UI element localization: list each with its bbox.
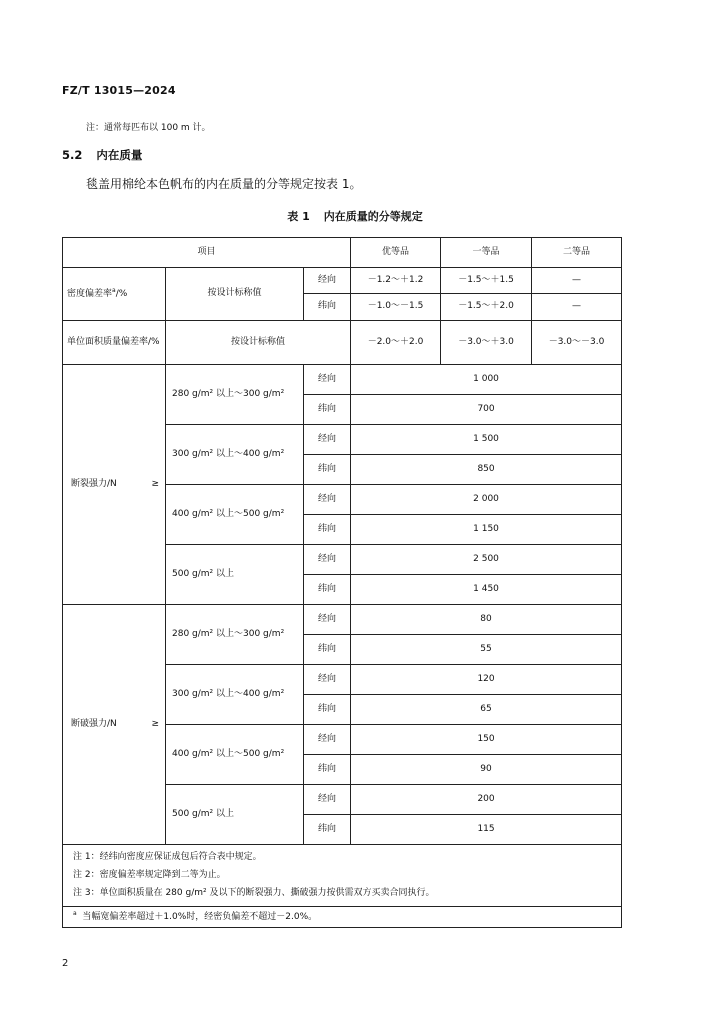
tearing-dir: 经向 — [304, 785, 351, 815]
footnote-mark: a — [112, 287, 116, 295]
density-basis: 按设计标称值 — [166, 268, 304, 321]
breaking-value: 1 450 — [351, 575, 622, 605]
breaking-label: 断裂强力/N — [71, 478, 117, 489]
tearing-value: 120 — [351, 665, 622, 695]
tearing-value: 115 — [351, 815, 622, 845]
mass-basis: 按设计标称值 — [166, 321, 351, 365]
footnote-mark: a — [73, 910, 77, 918]
breaking-value: 1 000 — [351, 365, 622, 395]
mass-label: 单位面积质量偏差率/% — [63, 321, 166, 365]
breaking-dir: 纬向 — [304, 455, 351, 485]
tearing-dir: 纬向 — [304, 755, 351, 785]
section-number: 5.2 — [62, 148, 83, 162]
head-grade-2: 一等品 — [441, 238, 532, 268]
density-warp-g1: －1.2～＋1.2 — [351, 268, 441, 294]
tearing-range-4: 500 g/m² 以上 — [166, 785, 304, 845]
ge-sign: ≥ — [151, 478, 159, 489]
breaking-range-3: 400 g/m² 以上～500 g/m² — [166, 485, 304, 545]
density-weft-dir: 纬向 — [304, 294, 351, 321]
mass-g2: －3.0～＋3.0 — [441, 321, 532, 365]
head-item: 项目 — [63, 238, 351, 268]
tearing-dir: 纬向 — [304, 695, 351, 725]
table-number: 表 1 — [287, 210, 310, 223]
mass-g1: －2.0～＋2.0 — [351, 321, 441, 365]
mass-g3: －3.0～－3.0 — [532, 321, 622, 365]
page-number: 2 — [62, 958, 69, 969]
section-title: 内在质量 — [96, 148, 143, 162]
tearing-value: 65 — [351, 695, 622, 725]
breaking-range-4: 500 g/m² 以上 — [166, 545, 304, 605]
density-warp-g3: — — [532, 268, 622, 294]
note-2: 注 2：密度偏差率规定降到二等为止。 — [73, 870, 226, 880]
breaking-value: 1 500 — [351, 425, 622, 455]
note-1: 注 1：经纬向密度应保证成包后符合表中规定。 — [73, 852, 262, 862]
breaking-dir: 经向 — [304, 545, 351, 575]
tearing-range-1: 280 g/m² 以上～300 g/m² — [166, 605, 304, 665]
density-weft-g3: — — [532, 294, 622, 321]
tearing-value: 200 — [351, 785, 622, 815]
tearing-label-cell — [63, 605, 166, 845]
breaking-value: 850 — [351, 455, 622, 485]
top-note: 注：通常每匹布以 100 m 计。 — [86, 123, 211, 133]
tearing-value: 80 — [351, 605, 622, 635]
density-weft-g1: －1.0～－1.5 — [351, 294, 441, 321]
body-paragraph: 毯盖用棉纶本色帆布的内在质量的分等规定按表 1。 — [86, 177, 362, 191]
breaking-range-1: 280 g/m² 以上～300 g/m² — [166, 365, 304, 425]
breaking-value: 1 150 — [351, 515, 622, 545]
tearing-value: 55 — [351, 635, 622, 665]
density-warp-dir: 经向 — [304, 268, 351, 294]
quality-table — [62, 237, 622, 928]
table-notes — [63, 845, 622, 907]
tearing-dir: 纬向 — [304, 635, 351, 665]
density-warp-g2: －1.5～＋1.5 — [441, 268, 532, 294]
density-label: 密度偏差率$^a$/% — [63, 268, 166, 321]
tearing-dir: 经向 — [304, 665, 351, 695]
tearing-range-3: 400 g/m² 以上～500 g/m² — [166, 725, 304, 785]
breaking-dir: 经向 — [304, 365, 351, 395]
tearing-dir: 纬向 — [304, 815, 351, 845]
standard-code: FZ/T 13015—2024 — [62, 84, 176, 97]
breaking-dir: 纬向 — [304, 515, 351, 545]
table-title — [0, 208, 724, 224]
table-title-text: 内在质量的分等规定 — [323, 210, 423, 223]
section-heading — [62, 147, 156, 163]
breaking-dir: 纬向 — [304, 575, 351, 605]
head-grade-3: 二等品 — [532, 238, 622, 268]
breaking-dir: 经向 — [304, 425, 351, 455]
breaking-value: 2 000 — [351, 485, 622, 515]
density-weft-g2: －1.5～＋2.0 — [441, 294, 532, 321]
table-footnote — [63, 907, 622, 928]
tearing-dir: 经向 — [304, 605, 351, 635]
head-grade-1: 优等品 — [351, 238, 441, 268]
breaking-label-cell — [63, 365, 166, 605]
ge-sign: ≥ — [151, 718, 159, 729]
breaking-range-2: 300 g/m² 以上～400 g/m² — [166, 425, 304, 485]
note-3: 注 3：单位面积质量在 280 g/m² 及以下的断裂强力、撕破强力按供需双方买卖合同执行。 — [73, 888, 435, 898]
breaking-value: 700 — [351, 395, 622, 425]
footnote-text: 当幅宽偏差率超过＋1.0%时，经密负偏差不超过－2.0%。 — [82, 912, 318, 923]
breaking-dir: 纬向 — [304, 395, 351, 425]
tearing-value: 150 — [351, 725, 622, 755]
tearing-value: 90 — [351, 755, 622, 785]
tearing-range-2: 300 g/m² 以上～400 g/m² — [166, 665, 304, 725]
breaking-dir: 经向 — [304, 485, 351, 515]
tearing-dir: 经向 — [304, 725, 351, 755]
breaking-value: 2 500 — [351, 545, 622, 575]
tearing-label: 断破强力/N — [71, 718, 117, 729]
